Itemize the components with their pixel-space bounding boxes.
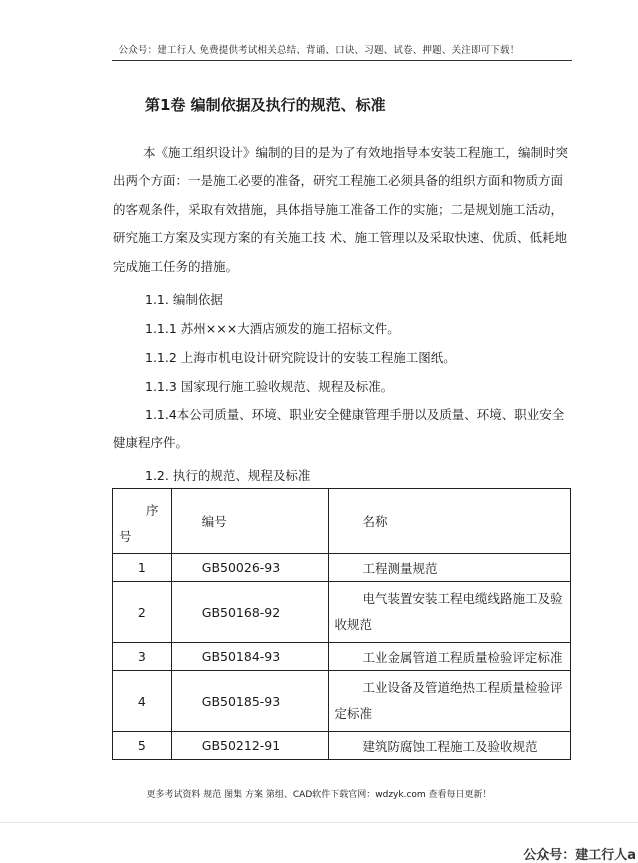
row-name: 建筑防腐蚀工程施工及验收规范	[328, 732, 570, 760]
page-footer-note: 更多考试资料 规范 图集 方案 第组、CAD软件下载官网：wdzyk.com 查看每日更新！	[146, 790, 492, 800]
row-name: 电气装置安装工程电缆线路施工及验收规范	[328, 582, 570, 643]
watermark-divider	[0, 822, 638, 823]
table-row	[113, 582, 571, 643]
header-divider	[112, 60, 572, 61]
basis-heading: 1.1. 编制依据	[145, 292, 223, 307]
header-no-part1: 序	[146, 503, 159, 518]
row-code: GB50185-93	[171, 671, 328, 732]
table-row	[113, 732, 571, 760]
row-code: GB50212-91	[171, 732, 328, 760]
watermark: 公众号：建工行人a	[523, 848, 636, 863]
table-header-row	[113, 489, 571, 554]
row-code: GB50184-93	[171, 643, 328, 671]
row-code: GB50168-92	[171, 582, 328, 643]
basis-item-4: 1.1.4本公司质量、环境、职业安全健康管理手册以及质量、环境、职业安全健康程序件。	[113, 407, 565, 450]
standards-heading: 1.2. 执行的规范、规程及标准	[145, 468, 311, 483]
section-title: 第1卷 编制依据及执行的规范、标准	[145, 96, 386, 114]
basis-item-1: 1.1.1 苏州×××大酒店颁发的施工招标文件。	[145, 321, 400, 336]
row-no: 4	[113, 671, 172, 732]
header-no-part2: 号	[119, 529, 132, 544]
basis-item-2: 1.1.2 上海市机电设计研究院设计的安装工程施工图纸。	[145, 350, 456, 365]
row-no: 2	[113, 582, 172, 643]
row-name: 工业金属管道工程质量检验评定标准	[328, 643, 570, 671]
header-code: 编号	[171, 489, 328, 554]
basis-item-3: 1.1.3 国家现行施工验收规范、规程及标准。	[145, 379, 394, 394]
header-no-cell	[113, 489, 172, 554]
intro-paragraph: 本《施工组织设计》编制的目的是为了有效地指导本安装工程施工，编制时突出两个方面：一是施工必要的准备，研究工程施工必须具备的组织方面和物质方面的客观条件，采取有效措施，具体指导施工准备工作的实施；二是规划施工活动，研究施工方案及实现方案的有关施工技 术、施工管理以及采取快速、优质、低耗地完成施工任务的措施。	[113, 145, 569, 274]
row-no: 1	[113, 554, 172, 582]
row-code: GB50026-93	[171, 554, 328, 582]
row-no: 5	[113, 732, 172, 760]
table-row	[113, 554, 571, 582]
table-row	[113, 671, 571, 732]
row-name: 工程测量规范	[328, 554, 570, 582]
standards-table	[112, 488, 571, 760]
header-name: 名称	[328, 489, 570, 554]
table-row	[113, 643, 571, 671]
row-no: 3	[113, 643, 172, 671]
page-header-note: 公众号：建工行人 免费提供考试相关总结、背诵、口诀、习题、试卷、押题、关注即可下载！	[118, 45, 520, 56]
row-name: 工业设备及管道绝热工程质量检验评定标准	[328, 671, 570, 732]
